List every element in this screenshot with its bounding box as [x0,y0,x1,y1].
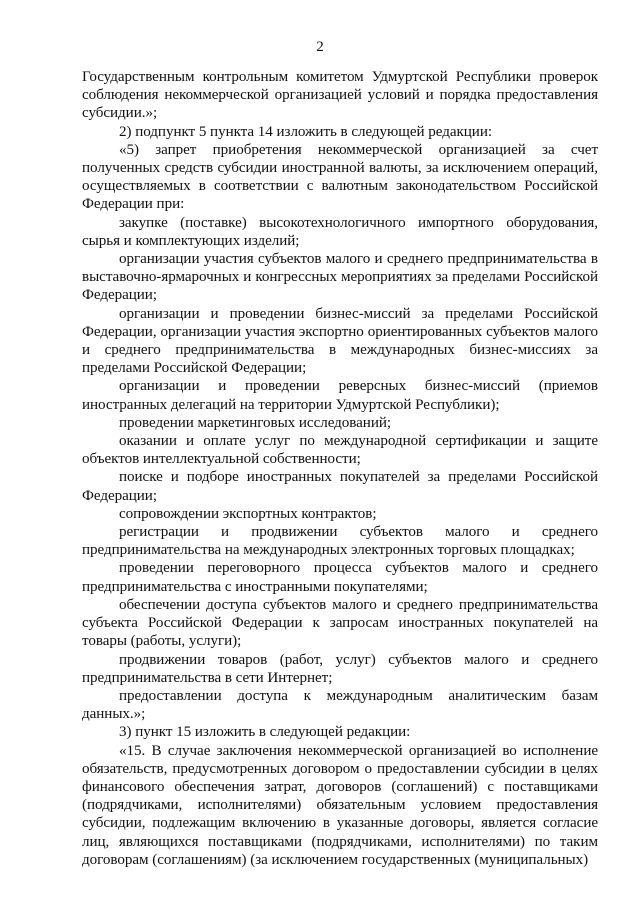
paragraph-9: оказании и оплате услуг по международной сертификации и защите объектов интеллектуальной собственности; [82,433,598,468]
paragraph-5: организации участия субъектов малого и среднего предпринимательства в выставочно-ярмарочных и конгрессных мероприятиях за пределами Российской Федерации; [82,251,598,304]
paragraph-17: 3) пункт 15 изложить в следующей редакции: [119,724,411,741]
paragraph-13: проведении переговорного процесса субъектов малого и среднего предпринимательства с иностранными покупателями; [82,560,598,595]
paragraph-7: организации и проведении реверсных бизнес-миссий (приемов иностранных делегаций на территории Удмуртской Республики); [82,378,598,413]
paragraph-15: продвижении товаров (работ, услуг) субъектов малого и среднего предпринимательства в сети Интернет; [82,651,598,686]
paragraph-16: предоставлении доступа к международным аналитическим базам данных.»; [82,687,598,723]
page-number: 2 [316,39,324,55]
paragraph-6: организации и проведении бизнес-миссий за пределами Российской Федерации, организации участия экспортно ориентированных субъектов малого и среднего предпринимательства в международных бизнес-миссиях за пределами Российской Федерации; [82,305,598,377]
paragraph-3: «5) запрет приобретения некоммерческой организацией за счет полученных средств субсидии иностранной валюты, за исключением операций, осуществляемых в соответствии с валютным законодательством Российской Федерации при: [82,141,598,213]
paragraph-10: поиске и подборе иностранных покупателей за пределами Российской Федерации; [82,469,598,504]
paragraph-4: закупке (поставке) высокотехнологичного импортного оборудования, сырья и комплектующих изделий; [82,214,598,249]
document-body [82,68,598,869]
paragraph-8: проведении маркетинговых исследований; [119,414,392,431]
paragraph-12: регистрации и продвижении субъектов малого и среднего предпринимательства на международных электронных торговых площадках; [82,524,598,559]
paragraph-11: сопровождении экспортных контрактов; [119,505,377,522]
paragraph-18: «15. В случае заключения некоммерческой организацией во исполнение обязательств, предусмотренных договором о предоставлении субсидии в целях финансового обеспечения затрат, договоров (соглашений) с поставщиками (подрядчиками, исполнителями) обязательным условием предоставления субсидии, подлежащим включению в указанные договоры, является согласие лиц, являющихся поставщиками (подрядчиками, исполнителями) по таким договорам (соглашениям) (за исключением государственных (муниципальных) [82,742,598,868]
paragraph-14: обеспечении доступа субъектов малого и среднего предпринимательства субъекта Российской Федерации к запросам иностранных покупателей на товары (работы, услуги); [82,596,598,650]
paragraph-1: Государственным контрольным комитетом Удмуртской Республики проверок соблюдения некоммерческой организацией условий и порядка предоставления субсидии.»; [82,69,598,122]
paragraph-2: 2) подпункт 5 пункта 14 изложить в следующей редакции: [119,123,492,140]
